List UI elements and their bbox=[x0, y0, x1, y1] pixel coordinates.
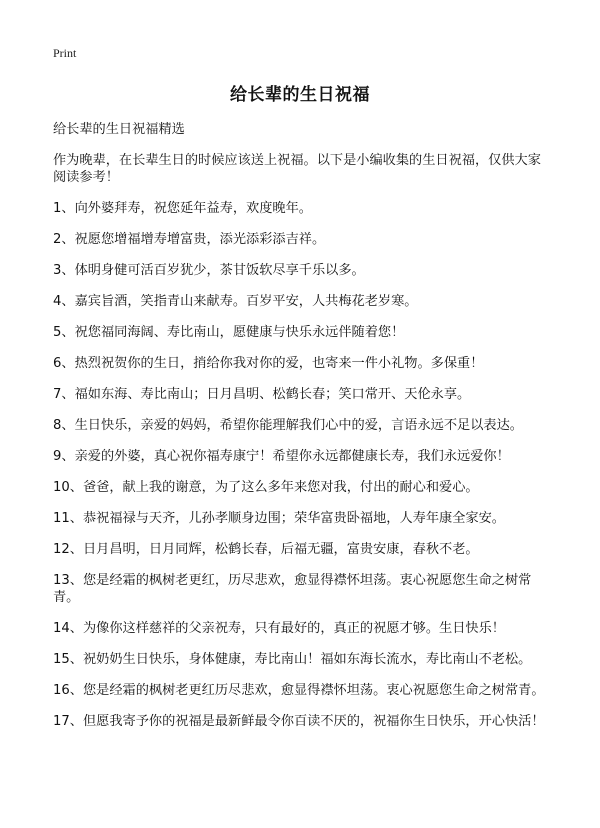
wish-item bbox=[53, 417, 553, 434]
wish-item bbox=[53, 386, 553, 403]
wish-item-text: 14、为像你这样慈祥的父亲祝寿，只有最好的，真正的祝愿才够。生日快乐！ bbox=[53, 621, 505, 636]
wish-item-text: 6、热烈祝贺你的生日，捎给你我对你的爱，也寄来一件小礼物。多保重！ bbox=[53, 356, 484, 371]
wish-item-text: 17、但愿我寄予你的祝福是最新鲜最令你百读不厌的，祝福你生日快乐，开心快活！ bbox=[53, 714, 545, 729]
wish-item bbox=[53, 682, 553, 699]
wish-item bbox=[53, 262, 553, 279]
wish-item bbox=[53, 448, 553, 465]
page-title: 给长辈的生日祝福 bbox=[230, 85, 370, 105]
wish-item bbox=[53, 355, 553, 372]
wish-item-text: 10、爸爸，献上我的谢意，为了这么多年来您对我，付出的耐心和爱心。 bbox=[53, 480, 479, 495]
wish-item-text: 7、福如东海、寿比南山；日月昌明、松鹤长春；笑口常开、天伦永享。 bbox=[53, 387, 471, 402]
wish-item bbox=[53, 510, 553, 527]
wish-item-text: 11、恭祝福禄与天齐，儿孙孝顺身边围；荣华富贵卧福地，人寿年康全家安。 bbox=[53, 511, 505, 526]
print-link[interactable]: Print bbox=[53, 46, 77, 60]
wish-item bbox=[53, 231, 553, 248]
wish-item-text: 8、生日快乐，亲爱的妈妈，希望你能理解我们心中的爱，言语永远不足以表达。 bbox=[53, 418, 523, 433]
article-subtitle: 给长辈的生日祝福精选 bbox=[53, 122, 185, 137]
wish-item bbox=[53, 713, 553, 730]
wish-item bbox=[53, 293, 553, 310]
article-intro: 作为晚辈，在长辈生日的时候应该送上祝福。以下是小编收集的生日祝福，仅供大家阅读参考！ bbox=[53, 153, 541, 185]
wish-item-text: 15、祝奶奶生日快乐，身体健康，寿比南山！福如东海长流水，寿比南山不老松。 bbox=[53, 652, 532, 667]
wish-item-text: 13、您是经霜的枫树老更红，历尽悲欢，愈显得襟怀坦荡。衷心祝愿您生命之树常青。 bbox=[53, 573, 532, 605]
wish-item bbox=[53, 324, 553, 341]
wish-item bbox=[53, 479, 553, 496]
wish-item bbox=[53, 572, 553, 606]
wish-item bbox=[53, 620, 553, 637]
wish-item-text: 16、您是经霜的枫树老更红历尽悲欢，愈显得襟怀坦荡。衷心祝愿您生命之树常青。 bbox=[53, 683, 545, 698]
wish-item-text: 9、亲爱的外婆，真心祝你福寿康宁！希望你永远都健康长寿，我们永远爱你！ bbox=[53, 449, 510, 464]
article-body bbox=[53, 121, 553, 744]
wish-item-text: 4、嘉宾旨酒，笑指青山来献寿。百岁平安，人共梅花老岁寒。 bbox=[53, 294, 418, 309]
wish-item-text: 12、日月昌明，日月同辉，松鹤长春，后福无疆，富贵安康，春秋不老。 bbox=[53, 542, 479, 557]
wish-item-text: 5、祝您福同海阔、寿比南山，愿健康与快乐永远伴随着您！ bbox=[53, 325, 405, 340]
wish-item bbox=[53, 651, 553, 668]
wish-item-text: 1、向外婆拜寿，祝您延年益寿，欢度晚年。 bbox=[53, 201, 312, 216]
wish-item bbox=[53, 541, 553, 558]
wish-item-text: 3、体明身健可活百岁犹少，茶甘饭软尽享千乐以多。 bbox=[53, 263, 365, 278]
wish-item-text: 2、祝愿您增福增寿增富贵，添光添彩添吉祥。 bbox=[53, 232, 326, 247]
wish-item bbox=[53, 200, 553, 217]
